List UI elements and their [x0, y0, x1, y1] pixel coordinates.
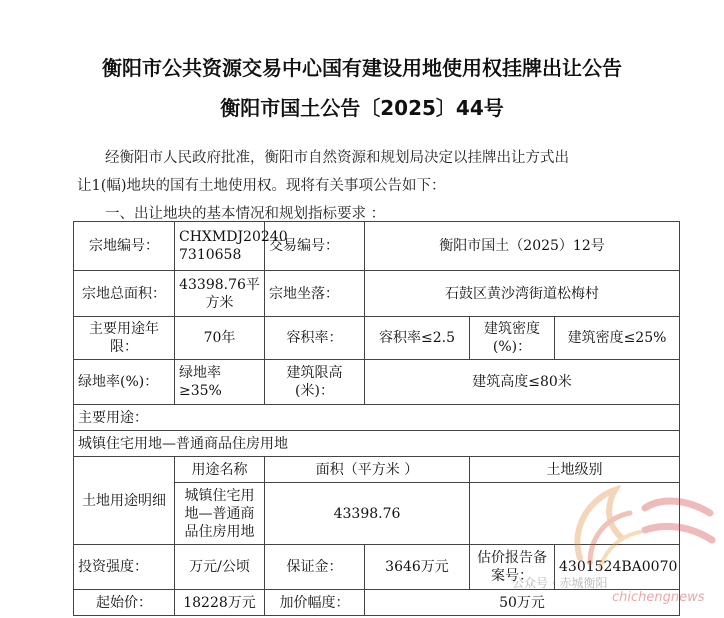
report-value: 4301524BA0070	[555, 545, 680, 590]
location-value: 石鼓区黄沙湾街道松梅村	[365, 271, 680, 317]
main-use-label: 主要用途：	[74, 405, 680, 431]
report-label: 估价报告备案号：	[470, 545, 555, 590]
green-label: 绿地率(%)：	[74, 360, 175, 405]
use-grade-value	[470, 483, 680, 545]
invest-value: 万元/公顷	[175, 545, 265, 590]
increment-label: 加价幅度：	[265, 590, 365, 616]
parcel-no-label: 宗地编号：	[74, 222, 175, 271]
use-area-header: 面积（平方米 ）	[265, 457, 470, 483]
main-use-value: 城镇住宅用地—普通商品住房用地	[74, 431, 680, 457]
parcel-no-value: CHXMDJ20240 7310658	[175, 222, 265, 271]
far-value: 容积率≤2.5	[365, 317, 470, 360]
density-label: 建筑密度(%)：	[470, 317, 555, 360]
watermark-site: chichengnews	[612, 590, 705, 605]
density-value: 建筑密度≤25%	[555, 317, 680, 360]
location-label: 宗地坐落：	[265, 271, 365, 317]
area-value: 43398.76平方米	[175, 271, 265, 317]
use-name-header: 用途名称	[175, 457, 265, 483]
term-value: 70年	[175, 317, 265, 360]
use-grade-header: 土地级别	[470, 457, 680, 483]
trade-no-label: 交易编号：	[265, 222, 365, 271]
invest-label: 投资强度：	[74, 545, 175, 590]
area-label: 宗地总面积：	[74, 271, 175, 317]
term-label: 主要用途年限：	[74, 317, 175, 360]
deposit-label: 保证金：	[265, 545, 365, 590]
trade-no-value: 衡阳市国土（2025）12号	[365, 222, 680, 271]
start-price-value: 18228万元	[175, 590, 265, 616]
use-name-value: 城镇住宅用地—普通商品住房用地	[175, 483, 265, 545]
far-label: 容积率：	[265, 317, 365, 360]
use-area-value: 43398.76	[265, 483, 470, 545]
section-1-heading: 一、出让地块的基本情况和规划指标要求 ：	[105, 206, 386, 222]
start-price-label: 起始价：	[74, 590, 175, 616]
deposit-value: 3646万元	[365, 545, 470, 590]
height-label: 建筑限高(米)：	[265, 360, 365, 405]
announcement-title: 衡阳市公共资源交易中心国有建设用地使用权挂牌出让公告	[102, 56, 622, 80]
height-value: 建筑高度≤80米	[365, 360, 680, 405]
intro-line-1: 经衡阳市人民政府批准，衡阳市自然资源和规划局决定以挂牌出让方式出	[105, 150, 569, 166]
increment-value: 50万元	[365, 590, 680, 616]
watermark-wechat: 公众号 · 赤城衡阳	[512, 576, 608, 590]
intro-line-2: 让1(幅)地块的国有土地使用权。现将有关事项公告如下：	[77, 178, 446, 194]
use-detail-label: 土地用途明细	[74, 457, 175, 545]
green-value: 绿地率≥35%	[175, 360, 265, 405]
parcel-info-table	[73, 221, 680, 616]
announcement-number: 衡阳市国土公告〔2025〕44号	[220, 96, 504, 120]
